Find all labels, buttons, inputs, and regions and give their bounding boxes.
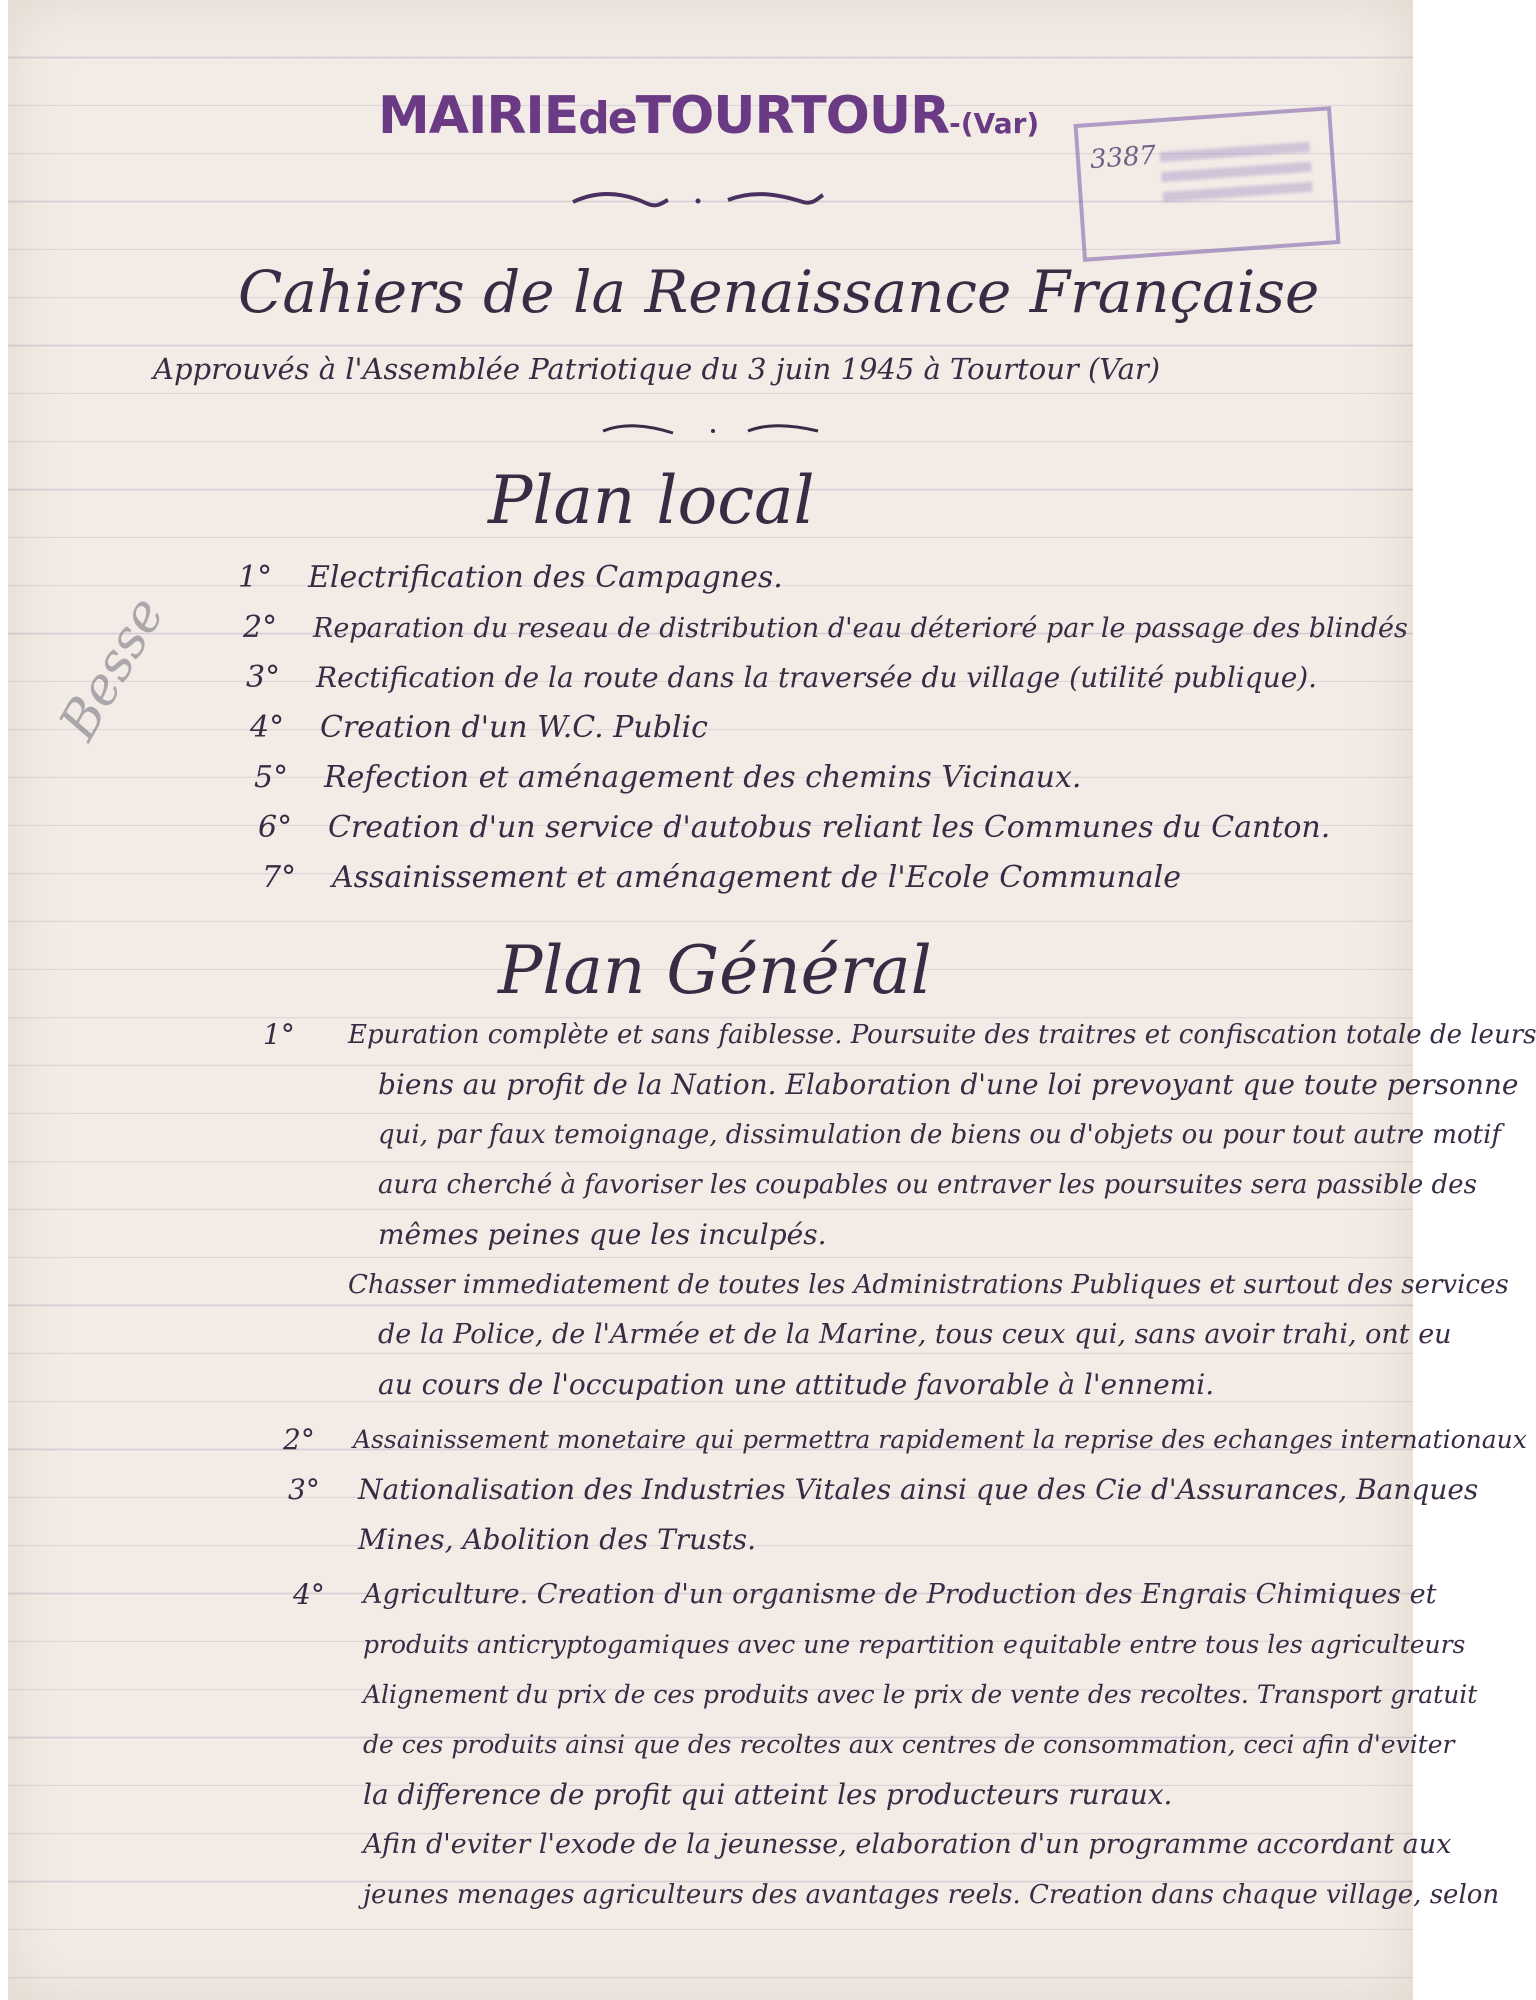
text-line: biens au profit de la Nation. Elaboration d'une loi prevoyant que toute personne — [378, 1068, 1519, 1101]
plan-general-item-4 — [363, 1570, 1499, 1920]
mairie-stamp — [378, 86, 1040, 146]
item-number: 4° — [293, 1578, 325, 1611]
item-text: Rectification de la route dans la traversée du village (utilité publique). — [316, 661, 1318, 694]
plan-general-item-3 — [358, 1465, 1478, 1565]
text-line: Mines, Abolition des Trusts. — [358, 1523, 757, 1556]
text-line: produits anticryptogamiques avec une repartition equitable entre tous les agriculteurs — [363, 1630, 1466, 1659]
registration-stamp — [1074, 106, 1341, 262]
item-number: 4° — [250, 710, 285, 745]
item-number: 5° — [254, 760, 289, 795]
text-line: de ces produits ainsi que des recoltes aux centres de consommation, ceci afin d'eviter — [363, 1730, 1455, 1759]
item-text: Creation d'un W.C. Public — [320, 710, 708, 745]
item-text: Electrification des Campagnes. — [308, 560, 783, 595]
text-line: mêmes peines que les inculpés. — [378, 1218, 827, 1251]
list-item — [258, 810, 1330, 845]
plan-general-heading: Plan Général — [498, 932, 932, 1009]
item-text: Assainissement et aménagement de l'Ecole Communale — [332, 860, 1181, 895]
stamp-var: -(Var) — [949, 107, 1040, 140]
text-line: qui, par faux temoignage, dissimulation de biens ou d'objets ou pour tout autre motif — [378, 1120, 1502, 1150]
item-text: Reparation du reseau de distribution d'eau déterioré par le passage des blindés — [313, 613, 1408, 644]
margin-signature: Besse — [48, 587, 177, 750]
stamp-de: de — [578, 93, 636, 144]
item-number: 2° — [283, 1423, 315, 1456]
faded-stamp-text — [1160, 142, 1314, 212]
list-item — [262, 860, 1181, 895]
text-line: Afin d'eviter l'exode de la jeunesse, elaboration d'un programme accordant aux — [363, 1829, 1452, 1860]
item-text: Creation d'un service d'autobus reliant les Communes du Canton. — [328, 810, 1331, 845]
document-subtitle: Approuvés à l'Assemblée Patriotique du 3 juin 1945 à Tourtour (Var) — [153, 352, 1161, 386]
item-number: 1° — [238, 560, 273, 595]
item-number: 6° — [258, 810, 293, 845]
registration-number: 3387 — [1089, 140, 1158, 176]
title-flourish — [598, 415, 828, 445]
header-flourish — [568, 180, 828, 220]
text-line: Agriculture. Creation d'un organisme de Production des Engrais Chimiques et — [363, 1579, 1437, 1610]
item-number: 3° — [246, 660, 281, 695]
text-line: Assainissement monetaire qui permettra rapidement la reprise des echanges internationaux — [353, 1425, 1527, 1454]
list-item — [250, 710, 708, 745]
text-line: la difference de profit qui atteint les producteurs ruraux. — [363, 1778, 1173, 1811]
stamp-tourtour: TOURTOUR — [635, 86, 950, 146]
text-line: jeunes menages agriculteurs des avantages reels. Creation dans chaque village, selon — [363, 1880, 1500, 1910]
item-number: 7° — [262, 860, 297, 895]
list-item — [246, 660, 1317, 695]
text-line: au cours de l'occupation une attitude favorable à l'ennemi. — [378, 1368, 1215, 1401]
item-text: Refection et aménagement des chemins Vicinaux. — [324, 760, 1082, 795]
item-number: 2° — [243, 610, 278, 645]
list-item — [254, 760, 1081, 795]
plan-general-item-1 — [348, 1010, 1536, 1410]
text-line: Nationalisation des Industries Vitales ainsi que des Cie d'Assurances, Banques — [358, 1473, 1479, 1506]
text-line: Chasser immediatement de toutes les Administrations Publiques et surtout des services — [348, 1270, 1509, 1300]
text-line: aura cherché à favoriser les coupables ou entraver les poursuites sera passible des — [378, 1170, 1477, 1200]
item-number: 3° — [288, 1473, 320, 1506]
text-line: Alignement du prix de ces produits avec le prix de vente des recoltes. Transport gratuit — [363, 1680, 1478, 1709]
text-line: de la Police, de l'Armée et de la Marine, tous ceux qui, sans avoir trahi, ont eu — [378, 1319, 1452, 1350]
list-item — [238, 560, 783, 595]
text-line: Epuration complète et sans faiblesse. Poursuite des traitres et confiscation totale de leurs — [348, 1020, 1536, 1050]
stamp-mairie: MAIRIE — [378, 86, 579, 146]
document-title: Cahiers de la Renaissance Française — [238, 258, 1320, 326]
item-number: 1° — [263, 1018, 295, 1051]
list-item — [243, 610, 1408, 645]
document-page — [8, 0, 1536, 2000]
plan-general-item-2 — [353, 1415, 1527, 1465]
plan-local-heading: Plan local — [488, 462, 815, 539]
